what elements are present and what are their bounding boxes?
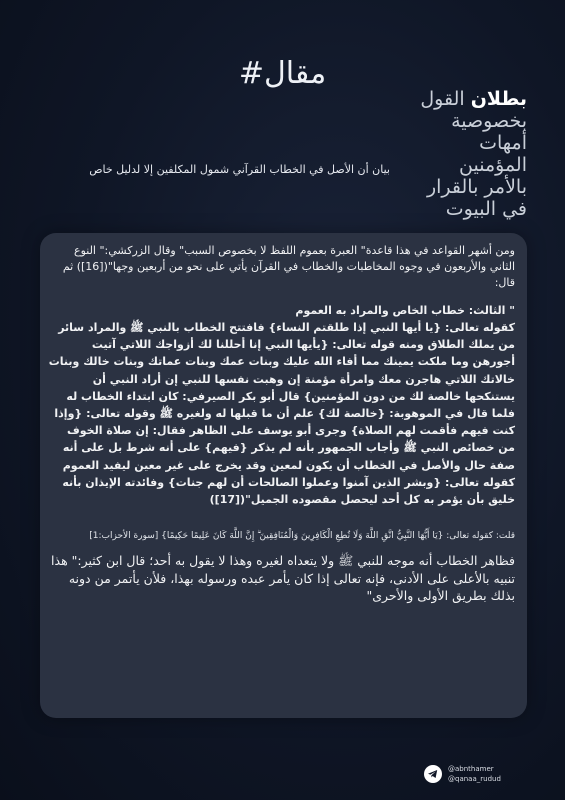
page-hashtag: #مقال xyxy=(238,56,327,91)
article-subtitle: بيان أن الأصل في الخطاب القرآني شمول المكلفين إلا لدليل خاص xyxy=(89,163,390,176)
article-body xyxy=(48,243,515,605)
title-line-3: أمهات xyxy=(479,132,527,154)
article-title xyxy=(387,88,527,220)
quote-heading: " الثالث: خطاب الخاص والمراد به العموم xyxy=(295,304,515,317)
handle-qanaa-rudud[interactable]: @qanaa_rudud xyxy=(448,775,501,783)
telegram-icon xyxy=(424,765,442,783)
article-card xyxy=(40,233,527,718)
title-line-5: بالأمر بالقرار xyxy=(426,176,527,198)
quote-paragraph: كقوله تعالى: {يا أيها النبي إذا طلقتم النساء} فافتتح الخطاب بالنبي ﷺ والمراد سائر من يملك الطلاق ومنه قوله تعالى: {يأيها النبي إنا أحللنا لك أزواجك اللاتي آتيت أجورهن وما ملكت يمينك مما أفاء الله عليك وبنات عمك وبنات عماتك وبنات خالك وبنات خالاتك اللاتي هاجرن معك وامرأة مؤمنة إن وهبت نفسها للنبي إن أراد النبي أن يستنكحها خالصة لك من دون المؤمنين} قال أبو بكر الصيرفي: كان ابتداء الخطاب له فلما قال في الموهوبة: {خالصة لك} علم أن ما قبلها له ولغيره ﷺ وقوله تعالى: {وإذا كنت فيهم فأقمت لهم الصلاة} وجرى أبو يوسف على الظاهر فقال: إن صلاة الخوف من خصائص النبي ﷺ وأجاب الجمهور بأنه لم يذكر {فيهم} على أنه شرط بل على أنه صفة حال والأصل في الخطاب أن يكون لمعين وقد يخرج على غير معين ليفيد العموم كقوله تعالى: {وبشر الذين آمنوا وعملوا الصالحات أن لهم جنات} وفائدته الإيذان بأنه خليق بأن يؤمر به كل أحد ليحصل مقصوده الجميل"([17]) xyxy=(48,321,515,507)
title-line-4: المؤمنين xyxy=(459,154,527,176)
verse-note: قلت: كقوله تعالى: {يَا أَيُّهَا النَّبِيُّ اتَّقِ اللَّهَ وَلَا تُطِعِ الْكَافِرِينَ وَالْمُنَافِقِينَ ۗ إِنَّ اللَّهَ كَانَ عَلِيمًا حَكِيمًا} [سورة الأحزاب:1] xyxy=(89,531,515,542)
footer-handles xyxy=(448,764,501,784)
intro-paragraph: ومن أشهر القواعد في هذا قاعدة" العبرة بعموم اللفظ لا بخصوص السبب" وقال الزركشي:" النوع الثاني والأربعون في وجوه المخاطبات والخطاب في القرآن يأتي على نحو من أربعين وجها"([16]) ثم قال: xyxy=(62,244,515,289)
conclusion-paragraph: فظاهر الخطاب أنه موجه للنبي ﷺ ولا يتعداه لغيره وهذا لا يقول به أحد؛ قال ابن كثير:" هذا تنبيه بالأعلى على الأدنى، فإنه تعالى إذا كان يأمر عبده ورسوله بهذا، فلأن يأتمر من دونه بذلك بطريق الأولى والأحرى" xyxy=(51,553,515,604)
title-line-2: بخصوصية xyxy=(451,110,527,132)
title-line-6: في البيوت xyxy=(445,198,527,220)
title-line-1: بطلان القول xyxy=(420,88,527,110)
handle-abnthamer[interactable]: @abnthamer xyxy=(448,765,494,773)
